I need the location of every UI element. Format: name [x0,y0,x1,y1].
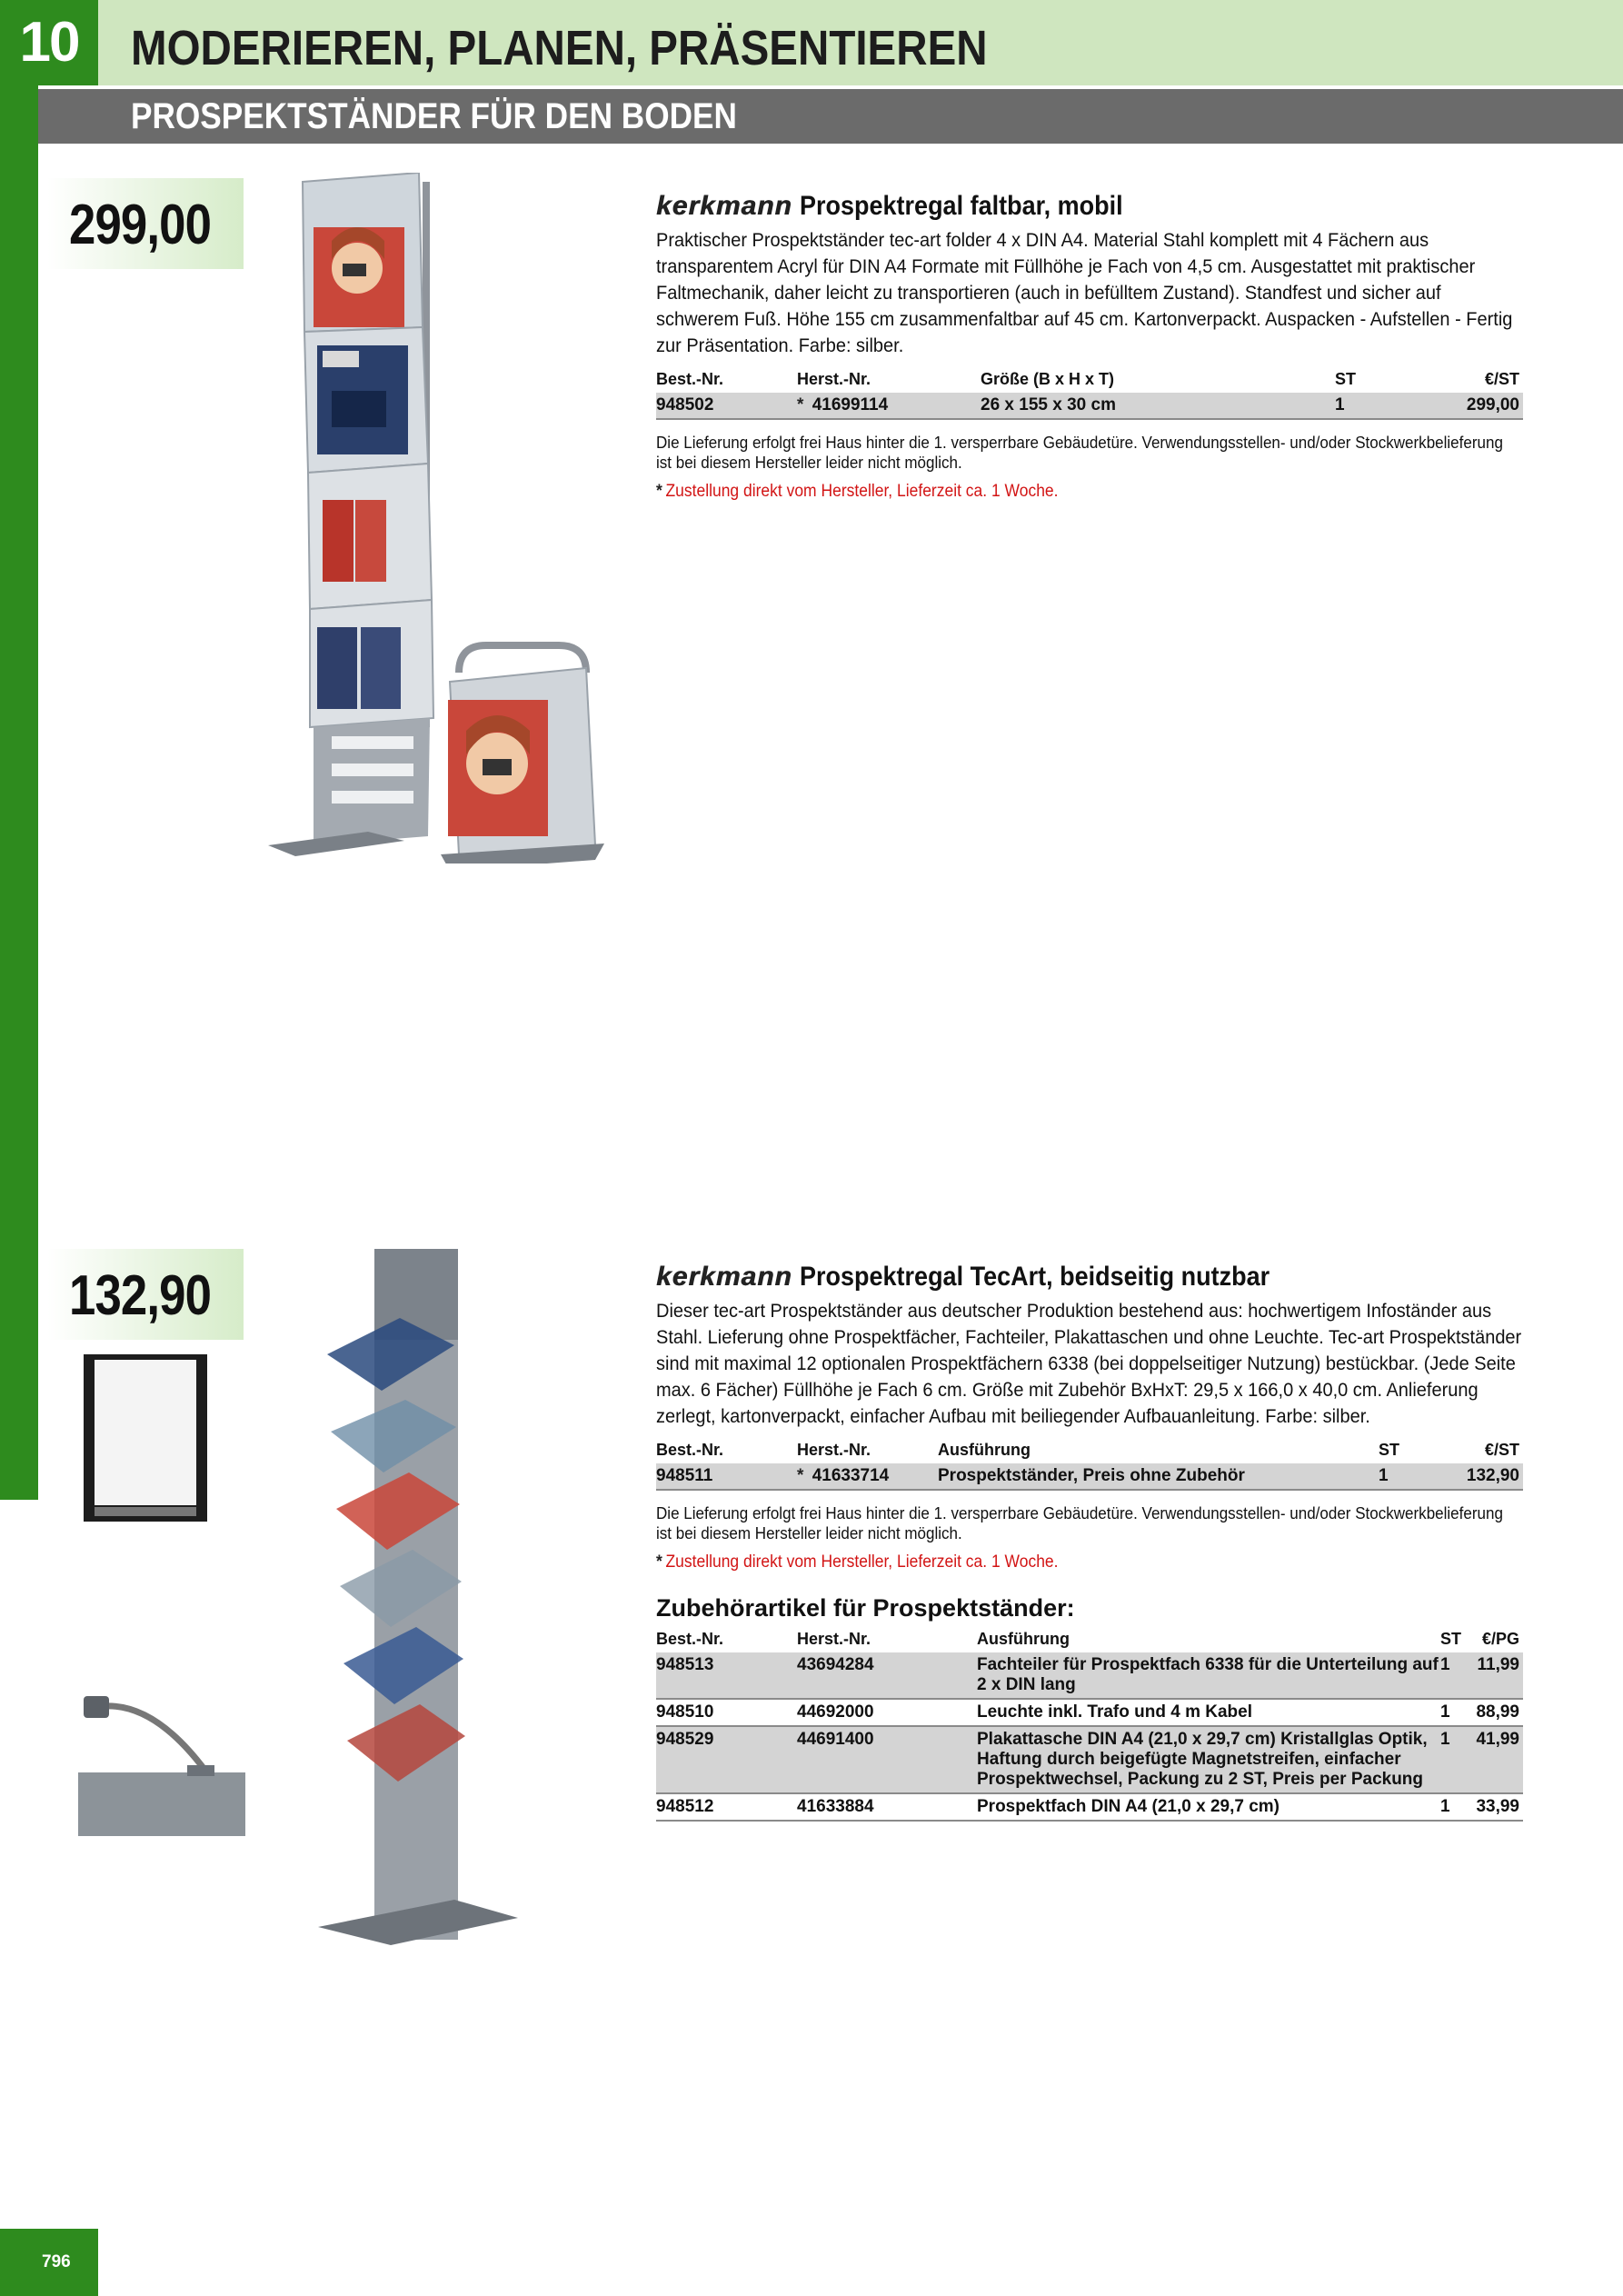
cell-price: 41,99 [1473,1726,1523,1793]
cell-st: 1 [1379,1463,1451,1490]
price-badge-product1 [47,178,244,269]
col-herst-nr: Herst.-Nr. [797,1441,871,1459]
cell-best-nr: 948511 [656,1463,797,1490]
product2-title: Prospektregal TecArt, beidseitig nutzbar [799,1262,1270,1292]
price-badge-product2 [47,1249,244,1340]
delivery-text: Zustellung direkt vom Hersteller, Lieferzeit ca. 1 Woche. [665,1552,1059,1572]
table-row [656,1463,1523,1490]
cell-st: 1 [1440,1699,1473,1726]
product1-description: Praktischer Prospektständer tec-art folder 4 x DIN A4. Material Stahl komplett mit 4 Fächern aus transparentem Acryl für DIN A4 Formate mit Füllhöhe je Fach von 4,5 cm. Ausgestattet mit praktischer Faltmechanik, daher leicht zu transportieren (auch in befülltem Zustand). Standfest und sicher auf schwerem Fuß. Höhe 155 cm zusammenfaltbar auf 45 cm. Kartonverpackt. Auspacken - Aufstellen - Fertig zur Präsentation. Farbe: silber. [656,229,1513,356]
col-price: €/ST [1484,1441,1519,1459]
product2-order-table [656,1439,1523,1491]
table-header-row [656,368,1523,393]
product2-delivery-note: Die Lieferung erfolgt frei Haus hinter die 1. versperrbare Gebäudetüre. Verwendungsstellen- und/oder Stockwerkbelieferung ist bei diesem Hersteller leider nicht möglich. [656,1503,1503,1542]
left-green-rail [0,0,38,1500]
col-st: ST [1335,370,1357,388]
table-header-row [656,1628,1523,1652]
page-number: 796 [0,2229,98,2296]
cell-st: 1 [1440,1726,1473,1793]
cell-variant: Fachteiler für Prospektfach 6338 für die Unterteilung auf 2 x DIN lang [977,1652,1440,1699]
cell-herst-nr: 44691400 [797,1726,977,1793]
price-product1: 299,00 [69,194,212,256]
section-title: PROSPEKTSTÄNDER FÜR DEN BODEN [131,96,737,136]
col-best-nr: Best.-Nr. [656,1630,724,1648]
cell-st: 1 [1440,1652,1473,1699]
col-price: €/ST [1484,370,1519,388]
table-row [656,1793,1523,1821]
col-herst-nr: Herst.-Nr. [797,370,871,388]
cell-best-nr: 948502 [656,393,797,419]
cell-best-nr: 948513 [656,1652,797,1699]
cell-price: 299,00 [1417,393,1523,419]
cell-st: 1 [1440,1793,1473,1821]
cell-variant: Prospektständer, Preis ohne Zubehör [938,1463,1379,1490]
star-marker: * [797,1466,804,1485]
table-row [656,1726,1523,1793]
col-herst-nr: Herst.-Nr. [797,1630,871,1648]
price-product2: 132,90 [69,1264,212,1327]
cell-best-nr: 948529 [656,1726,797,1793]
cell-herst-nr [797,1463,938,1490]
brand-logo-kerkmann: kerkmann [656,191,792,221]
col-price: €/PG [1481,1630,1519,1648]
product1-title: Prospektregal faltbar, mobil [799,191,1123,221]
cell-variant: Leuchte inkl. Trafo und 4 m Kabel [977,1699,1440,1726]
cell-price: 88,99 [1473,1699,1523,1726]
col-best-nr: Best.-Nr. [656,1441,724,1459]
accessories-heading: Zubehörartikel für Prospektständer: [656,1594,1075,1622]
cell-st: 1 [1335,393,1417,419]
col-st: ST [1379,1441,1400,1459]
col-best-nr: Best.-Nr. [656,370,724,388]
col-variant: Ausführung [977,1630,1070,1648]
col-st: ST [1440,1630,1462,1648]
product1-delivery-time [656,482,1454,502]
product-image-tecart-stand [318,1245,554,1945]
col-size: Größe (B x H x T) [981,370,1115,388]
cell-variant: Plakattasche DIN A4 (21,0 x 29,7 cm) Kristallglas Optik, Haftung durch beigefügte Magnetstreifen, einfacher Prospektwechsel, Packung zu 2 ST, Preis per Packung [977,1726,1440,1793]
product-image-foldable-stand [259,173,604,863]
cell-variant: Prospektfach DIN A4 (21,0 x 29,7 cm) [977,1793,1440,1821]
cell-herst-nr: 41633884 [797,1793,977,1821]
star-marker: * [656,1552,662,1572]
product2-description: Dieser tec-art Prospektständer aus deutscher Produktion bestehend aus: hochwertigem Infoständer aus Stahl. Lieferung ohne Prospektfächer, Fachteiler, Plakattaschen und ohne Leuchte. Tec-art Prospektständer sind mit maximal 12 optionalen Prospektfächern 6338 (bei doppelseitiger Nutzung) bestückbar. (Jede Seite max. 6 Fächer) Füllhöhe je Fach 6 cm. Größe mit Zubehör BxHxT: 29,5 x 166,0 x 40,0 cm. Anlieferung zerlegt, kartonverpackt, einfacher Aufbau mit beiliegender Aufbauanleitung. Farbe: silber. [656,1300,1522,1427]
star-marker: * [797,395,804,414]
cell-herst-nr: 44692000 [797,1699,977,1726]
product1-heading [656,191,1523,222]
herst-nr-value: 41699114 [812,395,889,414]
herst-nr-value: 41633714 [812,1466,890,1485]
cell-herst-nr [797,393,981,419]
table-row [656,1652,1523,1699]
product1-delivery-note: Die Lieferung erfolgt frei Haus hinter die 1. versperrbare Gebäudetüre. Verwendungsstellen- und/oder Stockwerkbelieferung ist bei diesem Hersteller leider nicht möglich. [656,433,1503,472]
accessory-image-poster-pocket [82,1353,209,1525]
star-marker: * [656,482,662,501]
product2-heading [656,1262,1523,1293]
chapter-number: 10 [0,0,98,85]
table-row [656,1699,1523,1726]
product2-delivery-time [656,1552,1454,1572]
cell-price: 132,90 [1451,1463,1523,1490]
cell-best-nr: 948510 [656,1699,797,1726]
cell-herst-nr: 43694284 [797,1652,977,1699]
product2-block [656,1262,1523,1822]
product1-order-table [656,368,1523,420]
table-header-row [656,1439,1523,1463]
col-variant: Ausführung [938,1441,1031,1459]
chapter-title: MODERIEREN, PLANEN, PRÄSENTIEREN [131,21,988,75]
delivery-text: Zustellung direkt vom Hersteller, Lieferzeit ca. 1 Woche. [665,482,1059,501]
accessory-image-lamp [78,1689,245,1838]
table-row [656,393,1523,419]
cell-price: 33,99 [1473,1793,1523,1821]
cell-best-nr: 948512 [656,1793,797,1821]
accessories-table [656,1628,1523,1822]
brand-logo-kerkmann: kerkmann [656,1262,792,1292]
product1-block [656,191,1523,502]
cell-size: 26 x 155 x 30 cm [981,393,1335,419]
cell-price: 11,99 [1473,1652,1523,1699]
